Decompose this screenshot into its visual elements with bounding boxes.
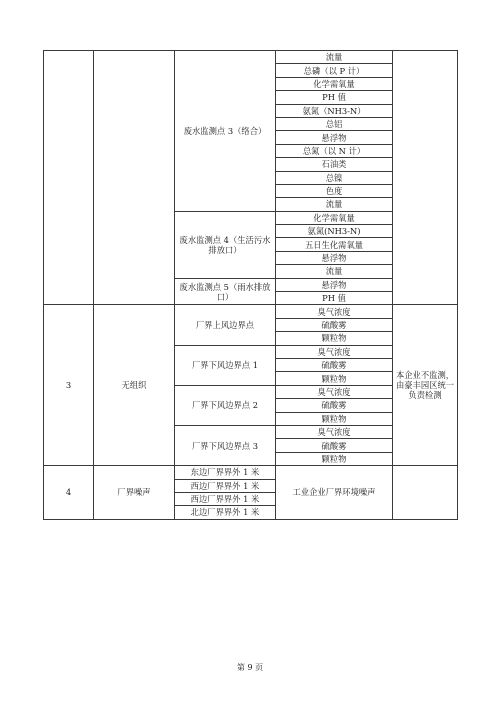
pollutant-cell: 总镍 bbox=[276, 171, 393, 184]
pollutant-cell: 工业企业厂界环境噪声 bbox=[276, 466, 393, 520]
pollutant-cell: 臭气浓度 bbox=[276, 425, 393, 438]
monitoring-table bbox=[43, 50, 458, 520]
monitoring-point-cell: 厂界下风边界点 1 bbox=[175, 345, 276, 385]
monitoring-point-cell: 废水监测点 4（生活污水排放口） bbox=[175, 211, 276, 278]
pollutant-cell: 流量 bbox=[276, 198, 393, 211]
monitoring-point-cell: 厂界下风边界点 3 bbox=[175, 425, 276, 465]
pollutant-cell: PH 值 bbox=[276, 292, 393, 305]
pollutant-cell: 硫酸雾 bbox=[276, 399, 393, 412]
pollutant-cell: 颗粒物 bbox=[276, 452, 393, 465]
monitoring-point-cell: 废水监测点 3（络合） bbox=[175, 51, 276, 212]
pollutant-cell: 颗粒物 bbox=[276, 412, 393, 425]
seq-cell: 4 bbox=[44, 466, 94, 520]
pollutant-cell: 石油类 bbox=[276, 158, 393, 171]
page-number: 第 9 页 bbox=[236, 663, 264, 672]
category-cell bbox=[94, 51, 175, 305]
pollutant-cell: 颗粒物 bbox=[276, 332, 393, 345]
monitoring-point-cell: 厂界上风边界点 bbox=[175, 305, 276, 345]
monitoring-point-cell: 北边厂界界外 1 米 bbox=[175, 506, 276, 519]
pollutant-cell: 悬浮物 bbox=[276, 131, 393, 144]
pollutant-cell: 硫酸雾 bbox=[276, 358, 393, 371]
pollutant-cell: 悬浮物 bbox=[276, 251, 393, 264]
pollutant-cell: 颗粒物 bbox=[276, 372, 393, 385]
note-cell: 本企业不监测，由豪丰园区统一负责检测 bbox=[393, 305, 458, 466]
pollutant-cell: 氨氮（NH3-N） bbox=[276, 104, 393, 117]
pollutant-cell: 悬浮物 bbox=[276, 278, 393, 291]
monitoring-point-cell: 西边厂界界外 1 米 bbox=[175, 492, 276, 505]
pollutant-cell: 氨氮(NH3-N) bbox=[276, 225, 393, 238]
pollutant-cell: 化学需氧量 bbox=[276, 211, 393, 224]
note-cell bbox=[393, 51, 458, 305]
monitoring-point-cell: 厂界下风边界点 2 bbox=[175, 385, 276, 425]
pollutant-cell: 总铝 bbox=[276, 117, 393, 130]
pollutant-cell: 硫酸雾 bbox=[276, 318, 393, 331]
pollutant-cell: 总磷（以 P 计） bbox=[276, 64, 393, 77]
note-cell bbox=[393, 466, 458, 520]
pollutant-cell: 化学需氧量 bbox=[276, 77, 393, 90]
category-cell: 厂界噪声 bbox=[94, 466, 175, 520]
pollutant-cell: 色度 bbox=[276, 184, 393, 197]
monitoring-point-cell: 废水监测点 5（雨水排放口） bbox=[175, 278, 276, 305]
pollutant-cell: 臭气浓度 bbox=[276, 305, 393, 318]
pollutant-cell: 五日生化需氧量 bbox=[276, 238, 393, 251]
pollutant-cell: 臭气浓度 bbox=[276, 345, 393, 358]
seq-cell: 3 bbox=[44, 305, 94, 466]
category-cell: 无组织 bbox=[94, 305, 175, 466]
pollutant-cell: 总氮（以 N 计） bbox=[276, 144, 393, 157]
pollutant-cell: 硫酸雾 bbox=[276, 439, 393, 452]
monitoring-point-cell: 东边厂界界外 1 米 bbox=[175, 466, 276, 479]
monitoring-point-cell: 西边厂界界外 1 米 bbox=[175, 479, 276, 492]
pollutant-cell: 流量 bbox=[276, 51, 393, 64]
pollutant-cell: PH 值 bbox=[276, 91, 393, 104]
pollutant-cell: 流量 bbox=[276, 265, 393, 278]
pollutant-cell: 臭气浓度 bbox=[276, 385, 393, 398]
seq-cell bbox=[44, 51, 94, 305]
